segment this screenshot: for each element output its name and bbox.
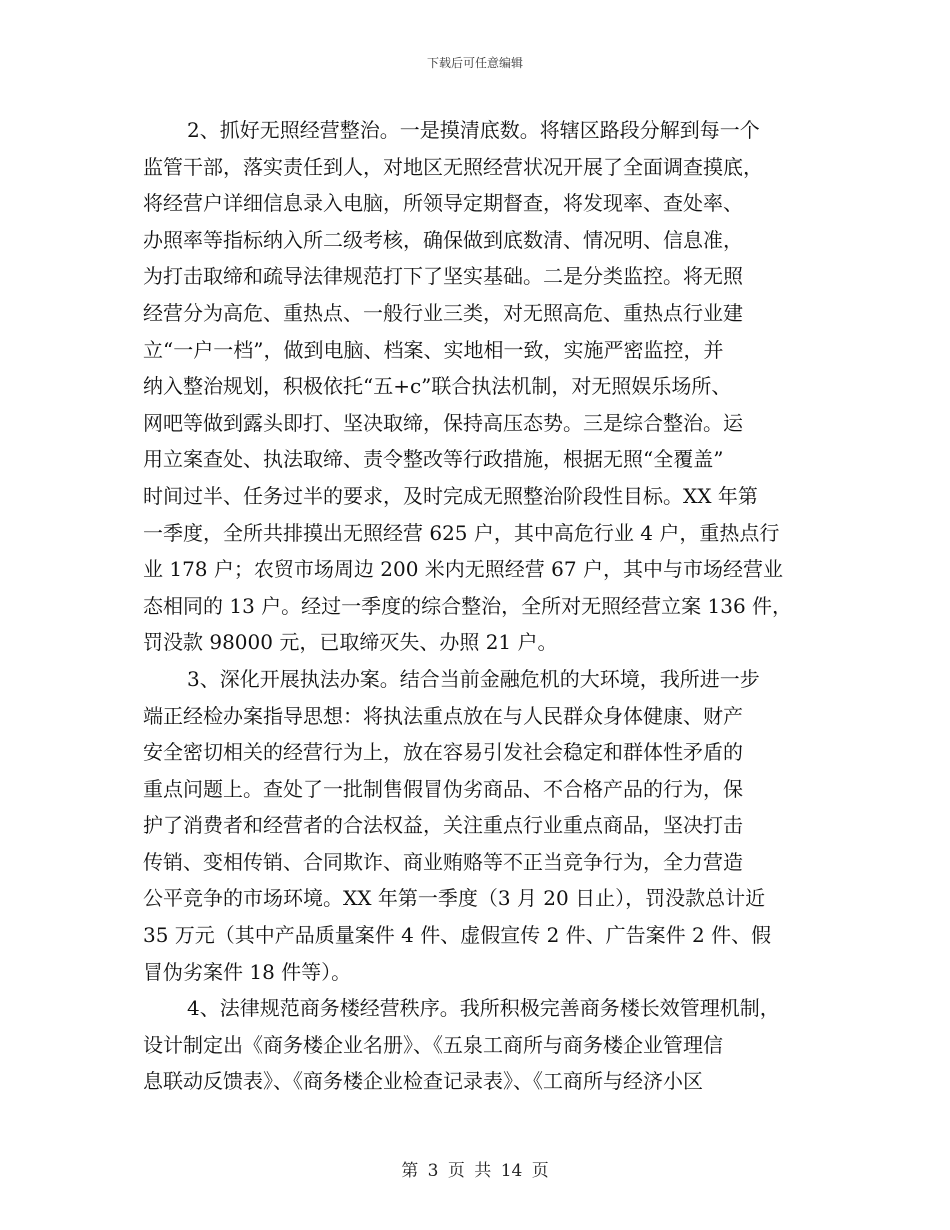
text-line: 网吧等做到露头即打、坚决取缔，保持高压态势。三是综合整治。运 [143, 410, 743, 435]
text-line: 业 178 户；农贸市场周边 200 米内无照经营 67 户，其中与市场经营业 [143, 557, 783, 582]
text-line: 态相同的 13 户。经过一季度的综合整治，全所对无照经营立案 136 件， [143, 593, 793, 618]
text-line: 35 万元（其中产品质量案件 4 件、虚假宣传 2 件、广告案件 2 件、假 [143, 923, 772, 948]
paragraph-3 [143, 661, 823, 990]
text-line: 4、法律规范商务楼经营秩序。我所积极完善商务楼长效管理机制， [187, 996, 780, 1021]
text-line: 纳入整治规划，积极依托“五+c”联合执法机制，对无照娱乐场所、 [143, 374, 732, 399]
paragraph-4 [143, 990, 823, 1100]
document-body [143, 112, 823, 1100]
text-line: 护了消费者和经营者的合法权益，关注重点行业重点商品，坚决打击 [143, 813, 743, 838]
page-header: 下载后可任意编辑 [426, 56, 523, 70]
text-line: 立“一户一档”，做到电脑、档案、实地相一致，实施严密监控，并 [143, 337, 724, 362]
text-line: 罚没款 98000 元，已取缔灭失、办照 21 户。 [143, 630, 558, 655]
text-line: 重点问题上。查处了一批制售假冒伪劣商品、不合格产品的行为，保 [143, 776, 743, 801]
page-number-footer: 第 3 页 共 14 页 [401, 1161, 549, 1181]
paragraph-2 [143, 112, 823, 661]
text-line: 2、抓好无照经营整治。一是摸清底数。将辖区路段分解到每一个 [187, 118, 760, 142]
text-line: 为打击取缔和疏导法律规范打下了坚实基础。二是分类监控。将无照 [143, 264, 743, 289]
text-line: 经营分为高危、重热点、一般行业三类，对无照高危、重热点行业建 [143, 300, 743, 325]
text-line: 设计制定出《商务楼企业名册》、《五泉工商所与商务楼企业管理信 [143, 1032, 723, 1057]
text-line: 用立案查处、执法取缔、责令整改等行政措施，根据无照“全覆盖” [143, 447, 724, 472]
text-line: 传销、变相传销、合同欺诈、商业贿赂等不正当竞争行为，全力营造 [143, 849, 743, 874]
text-line: 办照率等指标纳入所二级考核，确保做到底数清、情况明、信息准， [143, 227, 743, 252]
text-line: 安全密切相关的经营行为上，放在容易引发社会稳定和群体性矛盾的 [143, 740, 743, 765]
text-line: 时间过半、任务过半的要求，及时完成无照整治阶段性目标。XX 年第 [143, 483, 758, 508]
text-line: 冒伪劣案件 18 件等）。 [143, 959, 352, 984]
text-line: 端正经检办案指导思想：将执法重点放在与人民群众身体健康、财产 [143, 703, 743, 728]
text-line: 监管干部，落实责任到人，对地区无照经营状况开展了全面调查摸底， [143, 154, 763, 179]
text-line: 一季度，全所共排摸出无照经营 625 户，其中高危行业 4 户，重热点行 [143, 520, 780, 545]
text-line: 3、深化开展执法办案。结合当前金融危机的大环境，我所进一步 [187, 666, 760, 691]
text-line: 息联动反馈表》、《商务楼企业检查记录表》、《工商所与经济小区 [143, 1069, 703, 1094]
text-line: 将经营户详细信息录入电脑，所领导定期督查，将发现率、查处率、 [143, 191, 743, 216]
text-line: 公平竞争的市场环境。XX 年第一季度（3 月 20 日止），罚没款总计近 [143, 886, 766, 911]
